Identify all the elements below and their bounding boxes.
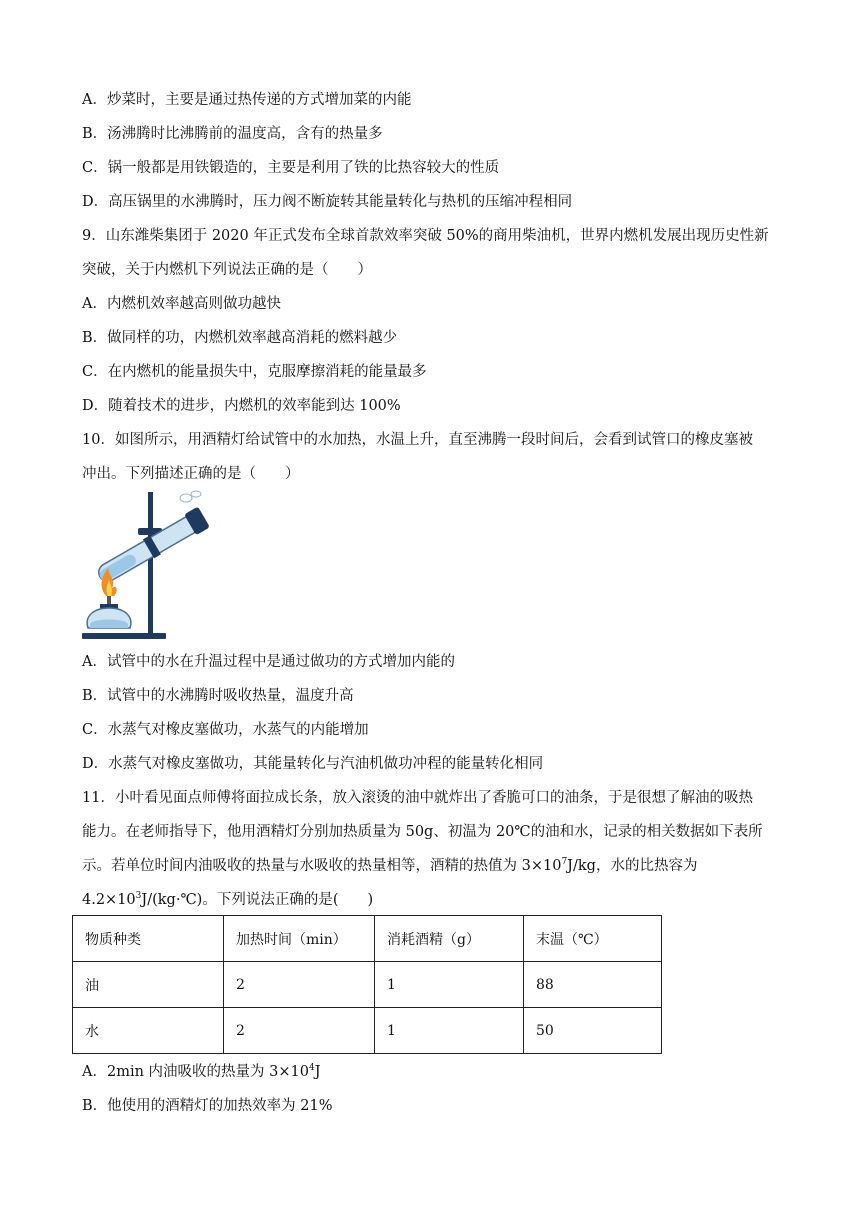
q11-option-a-text: A．2min 内油吸收的热量为 3×10: [82, 1064, 309, 1080]
q11-stem-line4-text: 4.2×10: [82, 892, 136, 908]
q11-stem-line3-unit: J/kg，水的比热容为: [567, 858, 698, 874]
q10-option-d: D．水蒸气对橡皮塞做功，其能量转化与汽油机做功冲程的能量转化相同: [82, 756, 544, 772]
table-cell: 1: [375, 1008, 524, 1054]
q8-option-d: D．高压锅里的水沸腾时，压力阀不断旋转其能量转化与热机的压缩冲程相同: [82, 194, 573, 210]
q10-stem-line1: 10．如图所示，用酒精灯给试管中的水加热，水温上升，直至沸腾一段时间后，会看到试管口的橡皮塞被: [82, 432, 753, 448]
table-row: [73, 962, 662, 1008]
table-row: [73, 1008, 662, 1054]
table-cell: 1: [375, 962, 524, 1008]
q10-stem-line2: 冲出。下列描述正确的是（ ）: [82, 466, 300, 482]
q9-stem-line2: 突破，关于内燃机下列说法正确的是（ ）: [82, 262, 372, 278]
steam: [180, 491, 201, 502]
apparatus-illustration: [78, 488, 218, 643]
table-header-cell: 末温（℃）: [524, 916, 662, 962]
table-cell: 水: [73, 1008, 224, 1054]
q11-option-a-exponent: 4: [308, 1063, 315, 1073]
table-cell: 油: [73, 962, 224, 1008]
table-header-row: [73, 916, 662, 962]
stand-rod: [148, 492, 153, 635]
q10-option-c: C．水蒸气对橡皮塞做功，水蒸气的内能增加: [82, 722, 369, 738]
q11-data-table: [72, 915, 662, 1054]
q11-stem-line3: [82, 856, 697, 876]
q8-option-c: C．锅一般都是用铁锻造的，主要是利用了铁的比热容较大的性质: [82, 160, 500, 176]
q11-stem-line4: [82, 890, 373, 910]
q10-option-b: B．试管中的水沸腾时吸收热量，温度升高: [82, 688, 354, 704]
stand-base: [82, 633, 166, 639]
table-header-cell: 加热时间（min）: [224, 916, 375, 962]
q11-stem-line4-rest: J/(kg·℃)。下列说法正确的是( ): [141, 892, 374, 908]
table-cell: 88: [524, 962, 662, 1008]
q9-option-d: D．随着技术的进步，内燃机的效率能到达 100%: [82, 398, 401, 414]
q10-option-a: A．试管中的水在升温过程中是通过做功的方式增加内能的: [82, 654, 455, 670]
q11-stem-line3-text: 示。若单位时间内油吸收的热量与水吸收的热量相等，酒精的热值为 3×10: [82, 858, 562, 874]
table-cell: 2: [224, 962, 375, 1008]
table-cell: 2: [224, 1008, 375, 1054]
q9-option-a: A．内燃机效率越高则做功越快: [82, 296, 281, 312]
q8-option-a: A．炒菜时，主要是通过热传递的方式增加菜的内能: [82, 92, 412, 108]
q11-option-a: [82, 1062, 321, 1082]
q9-option-b: B．做同样的功，内燃机效率越高消耗的燃料越少: [82, 330, 398, 346]
q11-stem-line2: 能力。在老师指导下，他用酒精灯分别加热质量为 50g、初温为 20℃的油和水，记录的相关数据如下表所: [82, 824, 763, 840]
table-header-cell: 物质种类: [73, 916, 224, 962]
alcohol-lamp-test-tube-figure: [78, 488, 218, 643]
q8-option-b: B．汤沸腾时比沸腾前的温度高，含有的热量多: [82, 126, 383, 142]
q11-exponent-3: 3: [135, 891, 142, 901]
q11-option-b: B．他使用的酒精灯的加热效率为 21%: [82, 1098, 333, 1114]
table-cell: 50: [524, 1008, 662, 1054]
q9-stem-line1: 9．山东潍柴集团于 2020 年正式发布全球首款效率突破 50%的商用柴油机，世界内燃机发展出现历史性新: [82, 228, 769, 244]
table-header-cell: 消耗酒精（g）: [375, 916, 524, 962]
q11-stem-line1: 11．小叶看见面点师傅将面拉成长条，放入滚烫的油中就炸出了香脆可口的油条，于是很想了解油的吸热: [82, 790, 753, 806]
q11-option-a-unit: J: [314, 1064, 321, 1080]
q11-exponent-7: 7: [561, 857, 568, 867]
q9-option-c: C．在内燃机的能量损失中，克服摩擦消耗的能量最多: [82, 364, 427, 380]
